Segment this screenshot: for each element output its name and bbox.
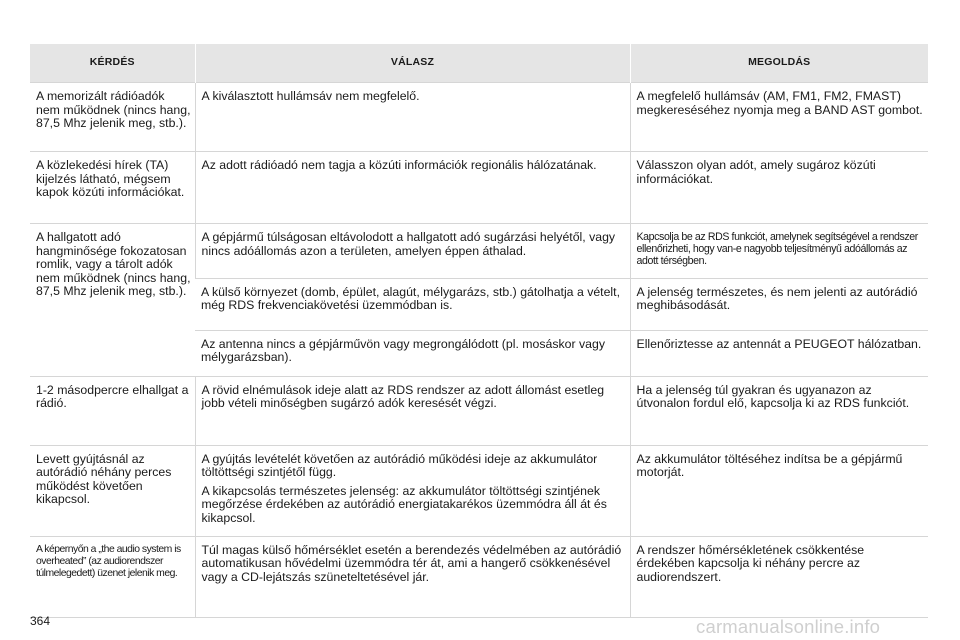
table-row	[30, 152, 928, 224]
solution-cell: A rendszer hőmérsékletének csökkentése érdekében kapcsolja ki néhány percre az audiorendszert.	[630, 536, 928, 617]
watermark: carmanualsonline.info	[696, 616, 881, 637]
solution-cell: Ellenőriztesse az antennát a PEUGEOT hálózatban.	[630, 330, 928, 376]
table-row	[30, 83, 928, 152]
solution-cell: Kapcsolja be az RDS funkciót, amelynek segítségével a rendszer ellenőrizheti, hogy van-e nagyobb teljesítményű adóállomás az adott térségben.	[630, 224, 928, 279]
table-row	[30, 376, 928, 445]
question-cell: A hallgatott adó hangminősége fokozatosan romlik, vagy a tárolt adók nem működnek (nincs hang, 87,5 Mhz jelenik meg, stb.).	[30, 224, 195, 377]
table-header-row	[30, 44, 928, 83]
table-row	[30, 445, 928, 536]
question-cell: 1-2 másodpercre elhallgat a rádió.	[30, 376, 195, 445]
table-row	[30, 224, 928, 279]
troubleshooting-table	[30, 44, 928, 618]
solution-cell: Az akkumulátor töltéséhez indítsa be a gépjármű motorját.	[630, 445, 928, 536]
solution-cell: A jelenség természetes, és nem jelenti az autórádió meghibásodását.	[630, 278, 928, 330]
answer-cell: A külső környezet (domb, épület, alagút, mélygarázs, stb.) gátolhatja a vételt, még RDS frekvenciakövetési üzemmódban is.	[195, 278, 630, 330]
answer-cell	[195, 445, 630, 536]
answer-cell: A kiválasztott hullámsáv nem megfelelő.	[195, 83, 630, 152]
answer-paragraph: A gyújtás levételét követően az autórádió működési ideje az akkumulátor töltöttségi szintjétől függ.	[201, 451, 598, 480]
question-cell: A memorizált rádióadók nem működnek (nincs hang, 87,5 Mhz jelenik meg, stb.).	[30, 83, 195, 152]
table-row	[30, 536, 928, 617]
question-cell: Levett gyújtásnál az autórádió néhány perces működést követően kikapcsol.	[30, 445, 195, 536]
answer-cell: Az adott rádióadó nem tagja a közúti információk regionális hálózatának.	[195, 152, 630, 224]
solution-cell: A megfelelő hullámsáv (AM, FM1, FM2, FMAST) megkereséséhez nyomja meg a BAND AST gombot.	[630, 83, 928, 152]
answer-paragraph: A kikapcsolás természetes jelenség: az akkumulátor töltöttségi szintjének megőrzése érdekében az autórádió energiatakarékos üzemmódra áll át és kikapcsol.	[201, 483, 607, 525]
question-cell: A közlekedési hírek (TA) kijelzés látható, mégsem kapok közúti információkat.	[30, 152, 195, 224]
answer-cell: A gépjármű túlságosan eltávolodott a hallgatott adó sugárzási helyétől, vagy nincs adóállomás azon a területen, amelyen éppen áthalad.	[195, 224, 630, 279]
answer-cell: Az antenna nincs a gépjárművön vagy megrongálódott (pl. mosáskor vagy mélygarázsban).	[195, 330, 630, 376]
header-answer: VÁLASZ	[195, 44, 630, 83]
header-question: KÉRDÉS	[30, 44, 195, 83]
question-cell: A képernyőn a „the audio system is overheated” (az audiorendszer túlmelegedett) üzenet jelenik meg.	[30, 536, 195, 617]
page-number: 364	[30, 614, 51, 628]
answer-cell: Túl magas külső hőmérséklet esetén a berendezés védelmében az autórádió automatikusan hővédelmi üzemmódra tér át, ami a hangerő csökkenésével vagy a CD-lejátszás szüneteltetésével jár.	[195, 536, 630, 617]
header-solution: MEGOLDÁS	[630, 44, 928, 83]
solution-cell: Válasszon olyan adót, amely sugároz közúti információkat.	[630, 152, 928, 224]
solution-cell: Ha a jelenség túl gyakran és ugyanazon az útvonalon fordul elő, kapcsolja ki az RDS funkciót.	[630, 376, 928, 445]
answer-cell: A rövid elnémulások ideje alatt az RDS rendszer az adott állomást esetleg jobb vételi minőségben sugárzó adók keresését végzi.	[195, 376, 630, 445]
